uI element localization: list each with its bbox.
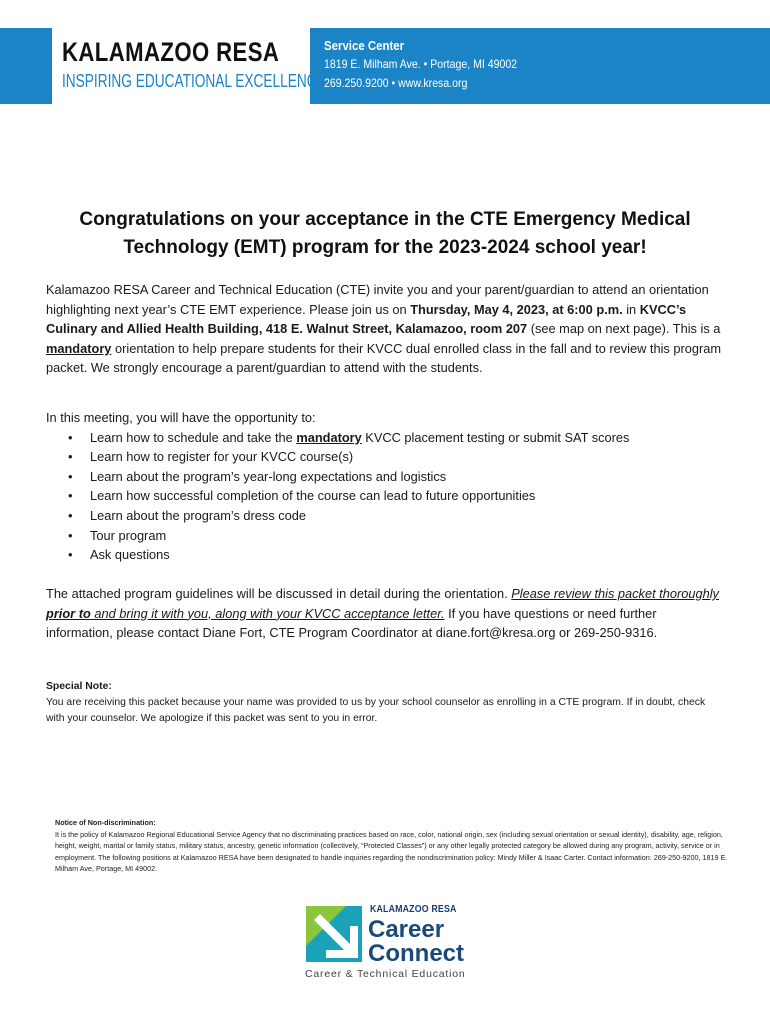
service-center-contact: 269.250.9200 • www.kresa.org [324,76,468,90]
closing-text: If you have questions or need further information, please contact Diane Fort, CTE Program Coordinator at diane.fort@kresa.org or 269-250-9316. [46,605,658,641]
intro-paragraph [46,280,726,378]
list-item: • Tour program [46,526,726,546]
meeting-lead: In this meeting, you will have the opportunity to: [46,410,316,425]
career-connect-org: KALAMAZOO RESA [370,904,457,915]
list-item-text: Learn how to schedule and take the [90,429,297,445]
special-note-title: Special Note: [46,681,112,692]
intro-text: orientation to help prepare students for their KVCC dual enrolled class in the fall and to review this program packet. We strongly encourage a parent/guardian to attend with the students. [46,340,722,376]
intro-text: Kalamazoo RESA Career and Technical Education (CTE) invite you and your parent/guardian to attend an orientation highlighting next year’s CTE EMT experience. Please join us on [46,282,709,317]
review-text: Please review this packet thoroughly [511,586,719,601]
mandatory-emphasis: mandatory [46,340,112,356]
list-item: • Ask questions [46,545,726,565]
special-note-body: You are receiving this packet because your name was provided to us by your school counselor as enrolling in a CTE program. If in doubt, check with your counselor. We apologize if this packet was sent to you in error. [46,697,706,724]
meeting-section [46,408,726,565]
list-item: • Learn how successful completion of the course can lead to future opportunities [46,486,726,506]
kresa-logo [52,28,326,104]
list-item: • Learn about the program’s year-long expectations and logistics [46,467,726,487]
prior-to-emphasis: prior to [46,605,91,621]
list-item [46,428,726,448]
service-center-title: Service Center [324,38,405,53]
list-item: • Learn about the program’s dress code [46,506,726,526]
nondiscrimination-notice [55,817,735,875]
page-title: Congratulations on your acceptance in the CTE Emergency Medical Technology (EMT) program for the 2023-2024 school year! [79,209,691,258]
closing-paragraph [46,584,726,643]
logo-org-name: KALAMAZOO RESA [62,37,280,67]
closing-text: The attached program guidelines will be discussed in detail during the orientation. [46,586,512,601]
intro-text: (see map on next page). This is a [527,321,721,337]
service-center-address: 1819 E. Milham Ave. • Portage, MI 49002 [324,57,518,71]
logo-tagline: INSPIRING EDUCATIONAL EXCELLENCE [62,71,326,91]
career-connect-word1: Career [368,916,445,943]
career-connect-word2: Connect [368,940,464,967]
orientation-date: Thursday, May 4, 2023, at 6:00 p.m. [410,301,623,317]
mandatory-emphasis: mandatory [296,429,362,445]
list-item-text: KVCC placement testing or submit SAT scores [361,429,630,445]
special-note [46,679,726,727]
career-connect-subtitle: Career & Technical Education [305,968,466,980]
review-text: and bring it with you, along with your KVCC acceptance letter. [90,605,445,621]
list-item: • Learn how to register for your KVCC course(s) [46,447,726,467]
notice-title: Notice of Non-discrimination: [55,818,156,827]
notice-body: It is the policy of Kalamazoo Regional Educational Service Agency that no discriminating practices based on race, color, national origin, sex (including sexual orientation or sexual identity), disability, age, religion, height, weight, marital or family status, military status, ancestry, genetic information (collectively, “Protected Classes”) or any other legally protected category be allowed during any program, activity, service or in employment. The following positions at Kalamazoo RESA have been designated to handle inquiries regarding the nondiscrimination policy: Mindy Miller & Isaac Carter. Contact information: 269-250-9200, 1819 E. Milham Ave, Portage, MI 49002. [55,829,728,874]
meeting-list [46,428,726,565]
orientation-location: KVCC’s Culinary and Allied Health Building, 418 E. Walnut Street, Kalamazoo, room 207 [46,301,687,337]
service-center-info [324,36,543,93]
intro-text: in [622,301,640,317]
